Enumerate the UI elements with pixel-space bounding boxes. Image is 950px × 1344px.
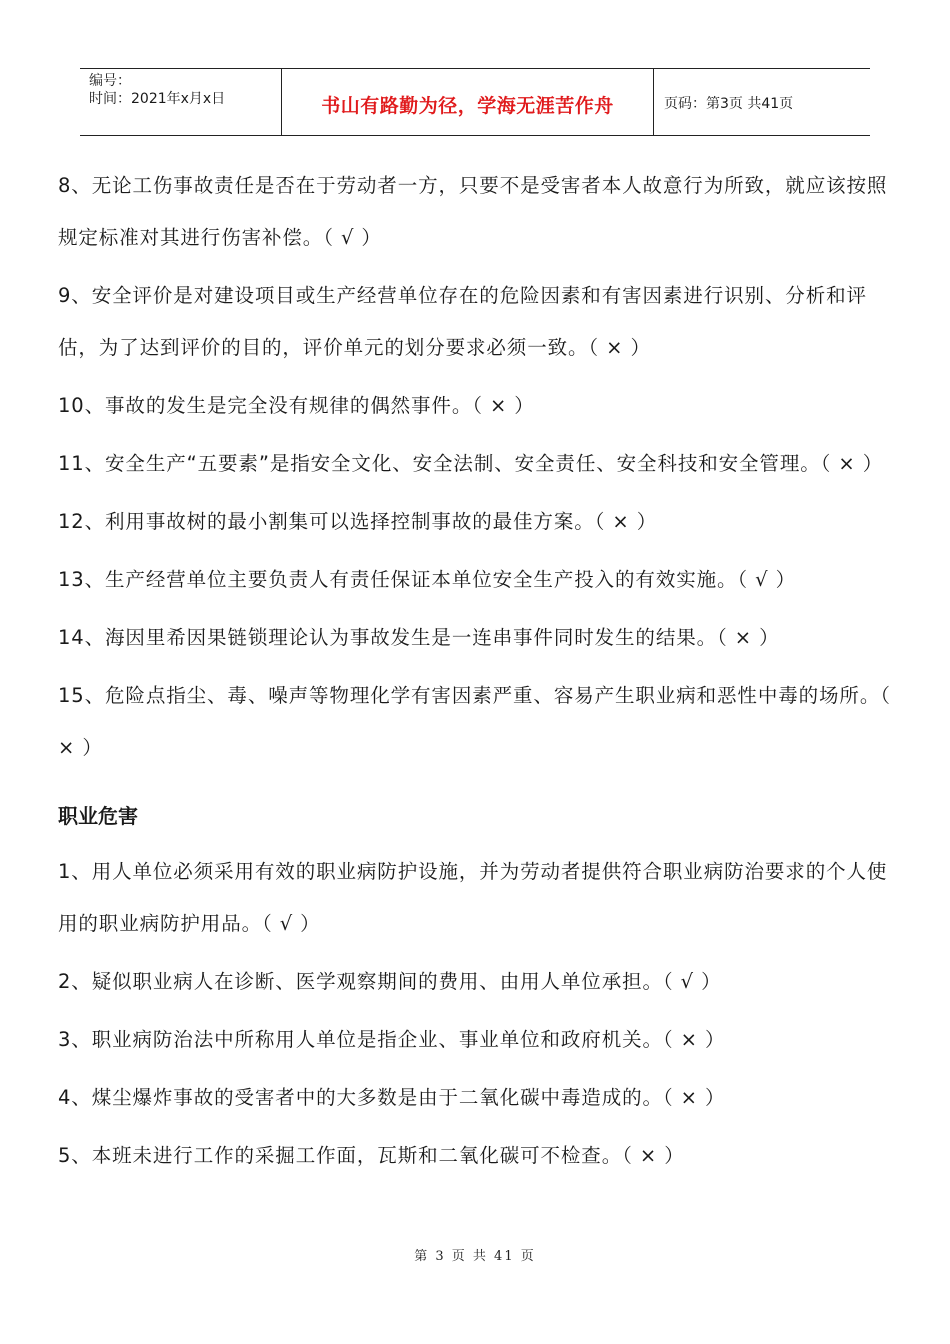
question-item: 5、本班未进行工作的采掘工作面，瓦斯和二氧化碳可不检查。（ × ）	[58, 1144, 685, 1167]
question-item: 2、疑似职业病人在诊断、医学观察期间的费用、由用人单位承担。（ √ ）	[58, 970, 722, 993]
question-item: 11、安全生产“五要素”是指安全文化、安全法制、安全责任、安全科技和安全管理。（ × ）	[58, 452, 884, 475]
question-item: 9、安全评价是对建设项目或生产经营单位存在的危险因素和有害因素进行识别、分析和评估，为了达到评价的目的，评价单元的划分要求必须一致。（ × ）	[58, 284, 867, 359]
question-item: 14、海因里希因果链锁理论认为事故发生是一连串事件同时发生的结果。（ × ）	[58, 626, 780, 649]
document-body	[58, 160, 904, 1188]
document-time-label: 时间：2021年x月x日	[89, 91, 226, 107]
question-item: 8、无论工伤事故责任是否在于劳动者一方，只要不是受害者本人故意行为所致，就应该按照规定标准对其进行伤害补偿。（ √ ）	[58, 174, 888, 249]
question-item: 10、事故的发生是完全没有规律的偶然事件。（ × ）	[58, 394, 535, 417]
page-footer: 第 3 页 共 41 页	[414, 1249, 536, 1264]
question-item: 13、生产经营单位主要负责人有责任保证本单位安全生产投入的有效实施。（ √ ）	[58, 568, 796, 591]
question-item: 3、职业病防治法中所称用人单位是指企业、事业单位和政府机关。（ × ）	[58, 1028, 726, 1051]
header-page-cell	[654, 69, 870, 135]
question-item: 4、煤尘爆炸事故的受害者中的大多数是由于二氧化碳中毒造成的。（ × ）	[58, 1086, 726, 1109]
header-page-label: 页码：第3页 共41页	[664, 96, 794, 112]
header-meta-cell	[80, 69, 282, 135]
header-motto: 书山有路勤为径，学海无涯苦作舟	[321, 94, 614, 117]
section-title: 职业危害	[58, 804, 138, 828]
question-item: 1、用人单位必须采用有效的职业病防护设施，并为劳动者提供符合职业病防治要求的个人使用的职业病防护用品。（ √ ）	[58, 860, 888, 935]
question-item: 12、利用事故树的最小割集可以选择控制事故的最佳方案。（ × ）	[58, 510, 658, 533]
question-item: 15、危险点指尘、毒、噪声等物理化学有害因素严重、容易产生职业病和恶性中毒的场所。（ × ）	[58, 684, 891, 759]
document-header	[80, 68, 870, 136]
document-number-label: 编号：	[89, 73, 131, 89]
header-motto-cell	[282, 69, 654, 135]
